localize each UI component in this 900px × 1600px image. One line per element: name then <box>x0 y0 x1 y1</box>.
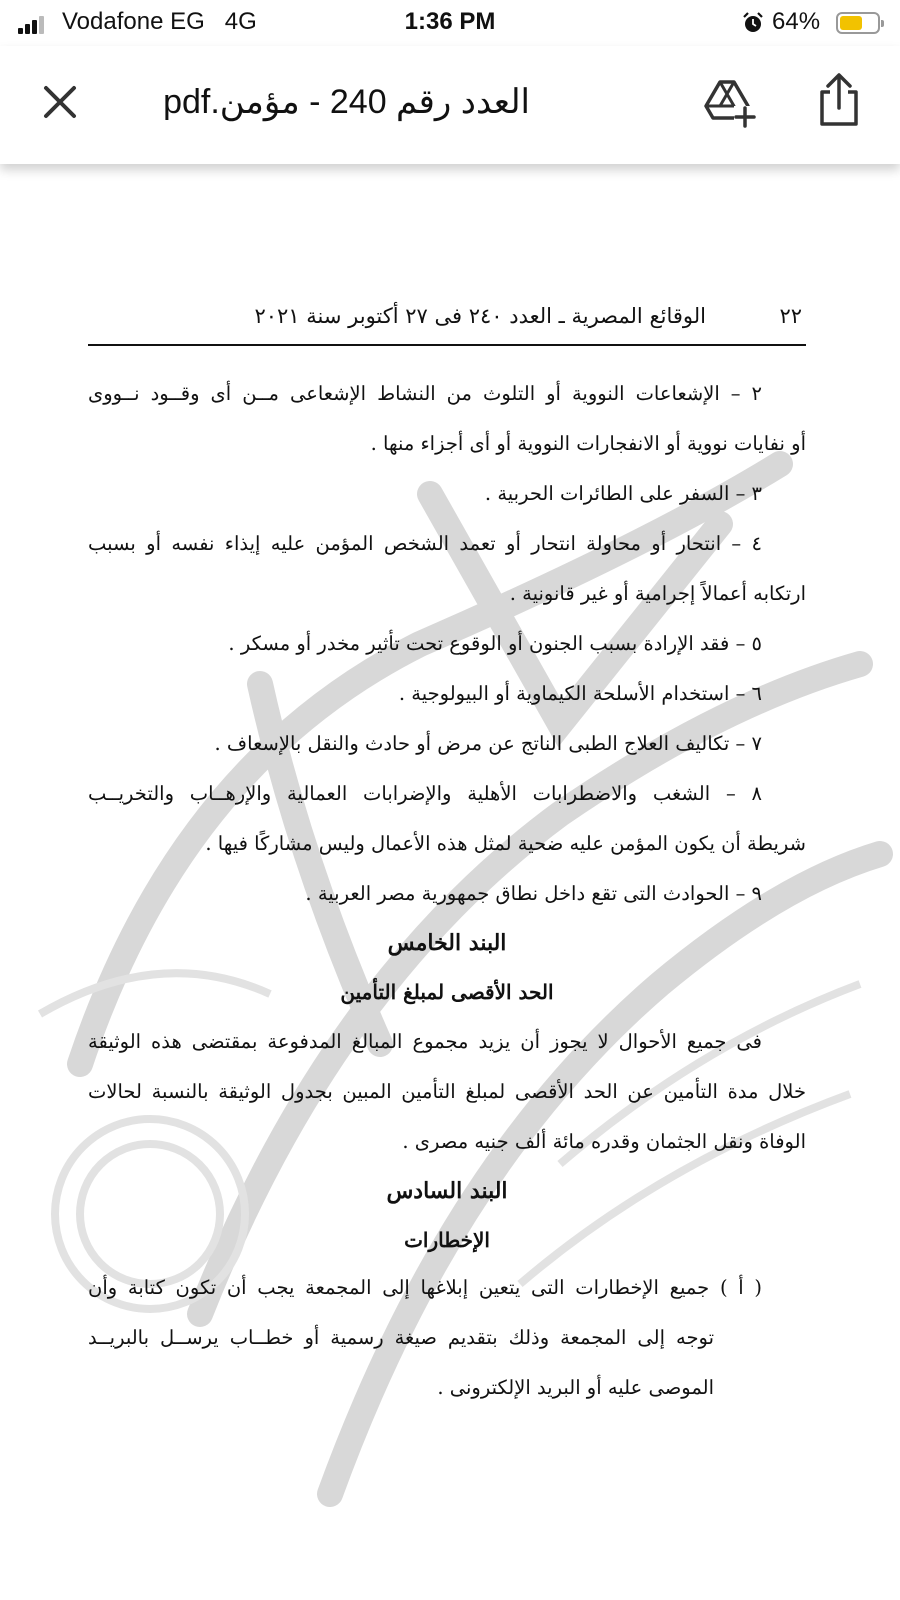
pdf-page[interactable] <box>0 164 900 1600</box>
body-line: أو نفايات نووية أو الانفجارات النووية أو أى أجزاء منها . <box>370 432 806 455</box>
body-line: توجه إلى المجمعة وذلك بتقديم صيغة رسمية أو خطــاب يرســل بالبريــد <box>88 1326 715 1349</box>
add-to-drive-icon[interactable] <box>704 76 756 128</box>
body-line: ٣ – السفر على الطائرات الحربية . <box>484 482 762 505</box>
carrier-name: Vodafone EG <box>62 8 205 35</box>
page-number: ٢٢ <box>779 304 802 328</box>
section-5-title: البند الخامس <box>387 930 507 956</box>
body-line: ٩ – الحوادث التى تقع داخل نطاق جمهورية مصر العربية . <box>305 882 762 905</box>
document-title: العدد رقم 240 - مؤمن.pdf <box>163 83 530 121</box>
body-line: ارتكابه أعمالاً إجرامية أو غير قانونية . <box>509 582 806 605</box>
running-header <box>88 304 806 346</box>
close-icon[interactable] <box>36 78 84 126</box>
body-line: الموصى عليه أو البريد الإلكترونى . <box>437 1376 714 1399</box>
share-icon[interactable] <box>816 72 862 128</box>
body-line: ٤ – انتحار أو محاولة انتحار أو تعمد الشخص المؤمن عليه إيذاء نفسه أو بسبب <box>88 532 762 555</box>
body-line: ٧ – تكاليف العلاج الطبى الناتج عن مرض أو حادث والنقل بالإسعاف . <box>214 732 762 755</box>
body-line: شريطة أن يكون المؤمن عليه ضحية لمثل هذه الأعمال وليس مشاركًا فيها . <box>205 832 806 855</box>
journal-title: الوقائع المصرية ـ العدد ٢٤٠ فى ٢٧ أكتوبر سنة ٢٠٢١ <box>254 304 706 328</box>
battery-percentage: 64% <box>772 8 821 35</box>
body-line: ٨ – الشغب والاضطرابات الأهلية والإضرابات العمالية والإرهــاب والتخريــب <box>88 782 762 805</box>
body-line: الوفاة ونقل الجثمان وقدره مائة ألف جنيه مصرى . <box>402 1130 806 1153</box>
body-line: ٥ – فقد الإرادة بسبب الجنون أو الوقوع تحت تأثير مخدر أو مسكر . <box>228 632 762 655</box>
network-type: 4G <box>224 8 257 35</box>
section-5-subtitle: الحد الأقصى لمبلغ التأمين <box>340 980 554 1004</box>
body-line: خلال مدة التأمين عن الحد الأقصى لمبلغ التأمين المبين بجدول الوثيقة بالنسبة لحالات <box>88 1080 806 1103</box>
section-6-subtitle: الإخطارات <box>404 1228 490 1252</box>
battery-icon <box>836 12 880 34</box>
status-time: 1:36 PM <box>404 8 496 35</box>
document-header <box>0 46 900 164</box>
alarm-icon <box>742 12 764 34</box>
status-bar <box>0 0 900 46</box>
body-line: فى جميع الأحوال لا يجوز أن يزيد مجموع المبالغ المدفوعة بمقتضى هذه الوثيقة <box>88 1030 762 1053</box>
body-line: ٢ – الإشعاعات النووية أو التلوث من النشاط الإشعاعى مــن أى وقــود نــووى <box>88 382 762 405</box>
body-line: ( أ ) جميع الإخطارات التى يتعين إبلاغها إلى المجمعة يجب أن تكون كتابة وأن <box>88 1276 762 1299</box>
section-6-title: البند السادس <box>386 1178 508 1204</box>
body-line: ٦ – استخدام الأسلحة الكيماوية أو البيولوجية . <box>398 682 762 705</box>
